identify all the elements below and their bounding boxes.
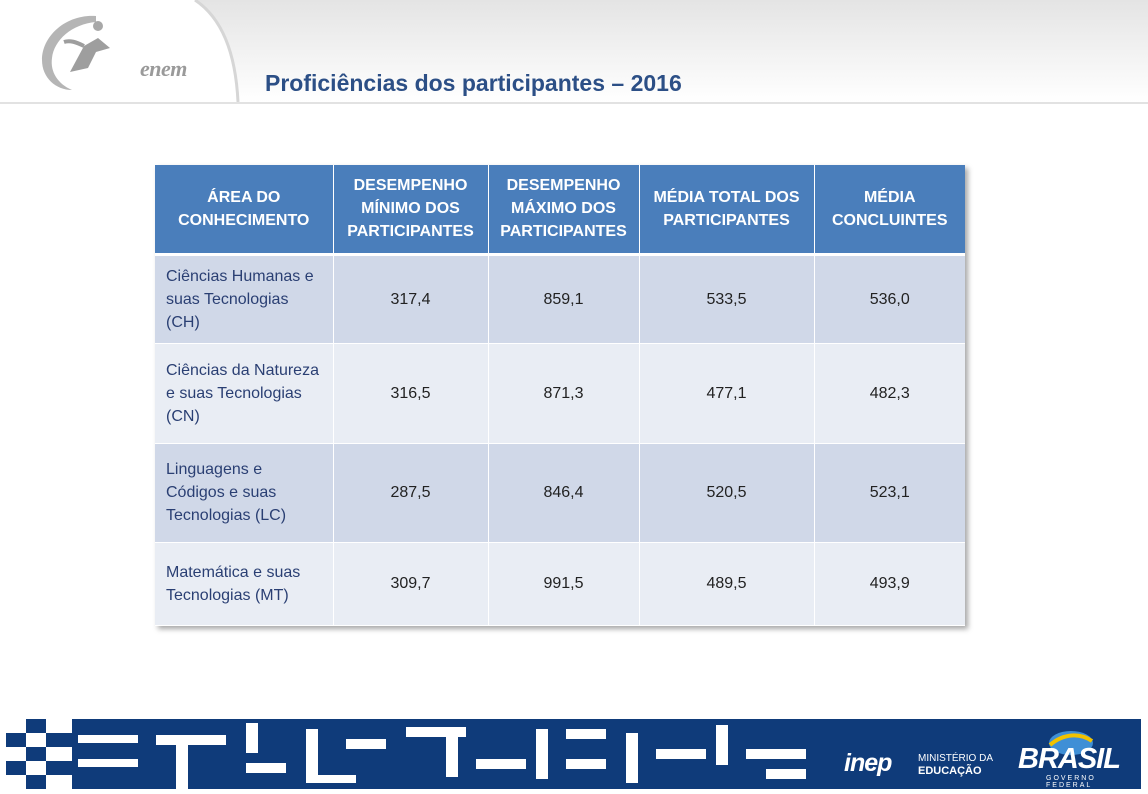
cell-min: 317,4 — [333, 254, 488, 343]
footer-band — [6, 719, 1141, 789]
cell-media-concluintes: 482,3 — [814, 343, 965, 443]
cell-min: 287,5 — [333, 443, 488, 542]
cell-media-total: 477,1 — [639, 343, 814, 443]
cell-max: 871,3 — [488, 343, 639, 443]
cell-media-concluintes: 493,9 — [814, 542, 965, 625]
cell-area: Matemática e suas Tecnologias (MT) — [155, 542, 333, 625]
footer-pattern — [6, 719, 836, 789]
column-header-area: ÁREA DO CONHECIMENTO — [155, 165, 333, 254]
cell-max: 991,5 — [488, 542, 639, 625]
ministry-line-2: EDUCAÇÃO — [918, 765, 982, 777]
table-row — [155, 343, 965, 443]
slide-header — [0, 0, 1148, 104]
cell-area: Ciências Humanas e suas Tecnologias (CH) — [155, 254, 333, 343]
cell-media-concluintes: 523,1 — [814, 443, 965, 542]
cell-area: Linguagens e Códigos e suas Tecnologias (LC) — [155, 443, 333, 542]
column-header-media-concluintes: MÉDIA CONCLUINTES — [814, 165, 965, 254]
cell-media-total: 520,5 — [639, 443, 814, 542]
ministry-line-1: MINISTÉRIO DA — [918, 753, 994, 764]
inep-logo: inep — [844, 749, 892, 777]
cell-min: 309,7 — [333, 542, 488, 625]
column-header-max: DESEMPENHO MÁXIMO DOS PARTICIPANTES — [488, 165, 639, 254]
governo-federal-label: GOVERNO FEDERAL — [1046, 775, 1096, 789]
enem-logo — [36, 12, 187, 92]
cell-media-total: 533,5 — [639, 254, 814, 343]
page-title: Proficiências dos participantes – 2016 — [265, 70, 682, 96]
proficiency-table-container — [155, 165, 965, 626]
cell-max: 859,1 — [488, 254, 639, 343]
table-row — [155, 542, 965, 625]
table-row — [155, 443, 965, 542]
brasil-logo: BRASIL — [1018, 743, 1120, 775]
ministry-logo — [918, 753, 993, 777]
proficiency-table — [155, 165, 965, 626]
logo-text: enem — [140, 56, 187, 81]
cell-max: 846,4 — [488, 443, 639, 542]
cell-area: Ciências da Natureza e suas Tecnologias (CN) — [155, 343, 333, 443]
column-header-min: DESEMPENHO MÍNIMO DOS PARTICIPANTES — [333, 165, 488, 254]
table-row — [155, 254, 965, 343]
cell-media-total: 489,5 — [639, 542, 814, 625]
column-header-media-total: MÉDIA TOTAL DOS PARTICIPANTES — [639, 165, 814, 254]
table-header-row — [155, 165, 965, 254]
cell-min: 316,5 — [333, 343, 488, 443]
cell-media-concluintes: 536,0 — [814, 254, 965, 343]
